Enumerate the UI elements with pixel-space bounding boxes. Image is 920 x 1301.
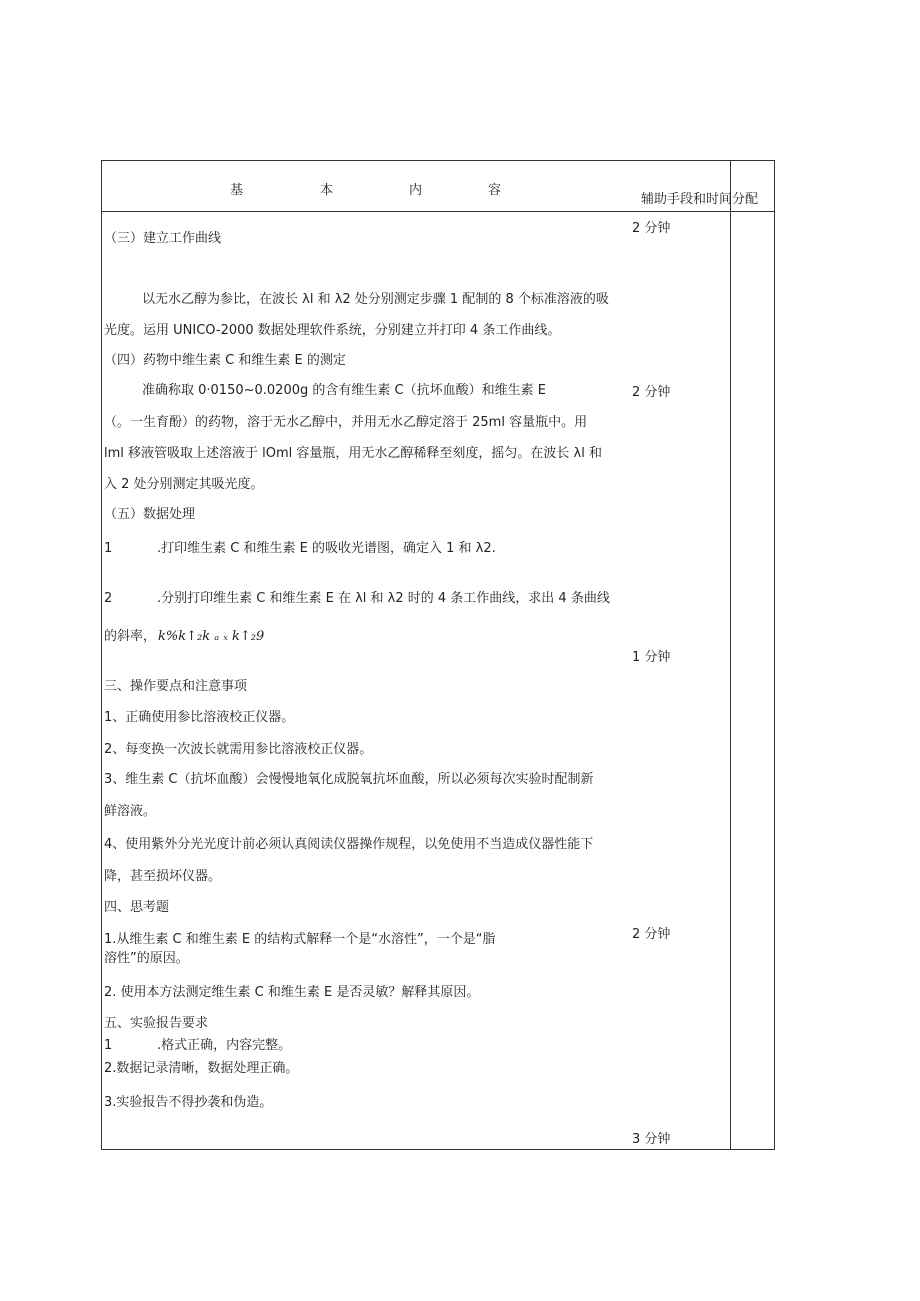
part3-item4-line1: 4、使用紫外分光光度计前必须认真阅读仪器操作规程，以免使用不当造成仪器性能下	[104, 837, 594, 852]
time-note-5: 3 分钟	[632, 1132, 671, 1147]
part3-item3-line2: 鲜溶液。	[104, 804, 157, 819]
part5-item3: 3.实验报告不得抄袭和伪造。	[104, 1095, 273, 1110]
sec5-item2-number: 2	[104, 591, 113, 606]
part3-item3-line1: 3、维生素 C（抗坏血酸）会慢慢地氧化成脱氧抗坏血酸，所以必须每次实验时配制新	[104, 772, 594, 787]
sec4-para-line4: 入 2 处分别测定其吸光度。	[104, 477, 264, 492]
header-char-1: 基	[230, 183, 244, 198]
sec3-para-line1: 以无水乙醇为参比，在波长 λl 和 λ2 处分别测定步骤 1 配制的 8 个标准溶液的吸	[142, 292, 609, 307]
part3-title: 三、操作要点和注意事项	[104, 679, 248, 694]
sec4-para-line1: 准确称取 0·0150~0.0200g 的含有维生素 C（抗坏血酸）和维生素 E	[142, 383, 546, 398]
slope-formula: k%k↑₂k ₐ ₓ k↑₂9	[158, 629, 265, 644]
content-table	[101, 160, 775, 1150]
time-note-3: 1 分钟	[632, 650, 671, 665]
sec3-title: （三）建立工作曲线	[104, 231, 222, 246]
part3-item1: 1、正确使用参比溶液校正仪器。	[104, 710, 295, 725]
header-char-3: 内	[409, 183, 423, 198]
part5-title: 五、实验报告要求	[104, 1016, 209, 1031]
header-aux-column: 辅助手段和时间分配	[641, 192, 759, 207]
part3-item4-line2: 降，甚至损坏仪器。	[104, 869, 222, 884]
time-note-4: 2 分钟	[632, 927, 671, 942]
sec3-para-line2: 光度。运用 UNICO-2000 数据处理软件系统，分别建立并打印 4 条工作曲线。	[104, 323, 561, 338]
part4-question1-line1: 1.从维生素 C 和维生素 E 的结构式解释一个是“水溶性”，一个是“脂	[104, 932, 496, 947]
header-char-4: 容	[488, 183, 502, 198]
sec5-item2-continued: 的斜率，	[104, 629, 157, 644]
sec4-para-line3: lml 移液管吸取上述溶液于 lOml 容量瓶，用无水乙醇稀释至刻度，摇匀。在波长 λl 和	[104, 446, 602, 461]
header-divider	[102, 211, 774, 212]
part5-item1-number: 1	[104, 1038, 113, 1053]
time-note-2: 2 分钟	[632, 385, 671, 400]
part4-question2: 2. 使用本方法测定维生素 C 和维生素 E 是否灵敏？解释其原因。	[104, 985, 480, 1000]
sec4-title: （四）药物中维生素 C 和维生素 E 的测定	[104, 353, 346, 368]
header-char-2: 本	[320, 183, 334, 198]
sec5-item1-number: 1	[104, 541, 113, 556]
sec5-item1-text: .打印维生素 C 和维生素 E 的吸收光谱图，确定入 1 和 λ2.	[157, 541, 496, 556]
time-note-1: 2 分钟	[632, 221, 671, 236]
sec5-title: （五）数据处理	[104, 507, 196, 522]
part4-title: 四、思考题	[104, 900, 170, 915]
part3-item2: 2、每变换一次波长就需用参比溶液校正仪器。	[104, 742, 373, 757]
sec5-item2-text: .分别打印维生素 C 和维生素 E 在 λl 和 λ2 时的 4 条工作曲线，求出 4 条曲线	[157, 591, 610, 606]
sec4-para-line2: （。一生育酚）的药物，溶于无水乙醇中，并用无水乙醇定溶于 25ml 容量瓶中。用	[104, 415, 588, 430]
part5-item1-text: .格式正确，内容完整。	[157, 1038, 292, 1053]
column-divider	[730, 161, 731, 1149]
part4-question1-line2: 溶性”的原因。	[104, 951, 189, 966]
part5-item2: 2.数据记录清晰，数据处理正确。	[104, 1061, 299, 1076]
